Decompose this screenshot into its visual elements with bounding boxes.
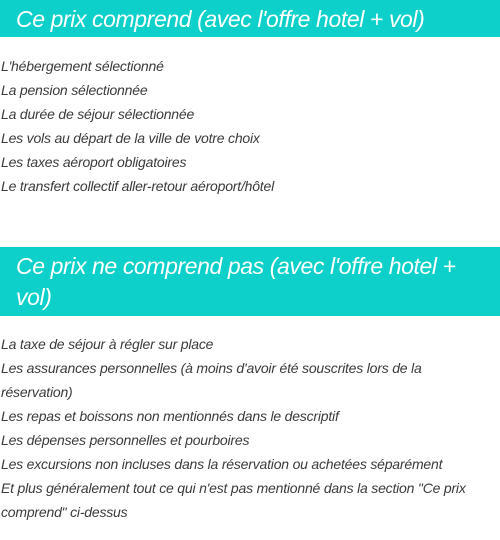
list-item: Les dépenses personnelles et pourboires [1, 432, 250, 448]
list-item: Et plus généralement tout ce qui n'est pas mentionné dans la section "Ce prix comprend" ci-dessus [1, 480, 466, 520]
price-includes-list [0, 54, 500, 198]
list-item: Les excursions non incluses dans la réservation ou achetées séparément [1, 456, 443, 472]
list-item: Les taxes aéroport obligatoires [1, 154, 187, 170]
list-item: Le transfert collectif aller-retour aéroport/hôtel [1, 178, 274, 194]
price-excludes-list [0, 332, 500, 524]
list-item: L'hébergement sélectionné [1, 58, 164, 74]
price-excludes-heading: Ce prix ne comprend pas (avec l'offre hotel + vol) [0, 247, 500, 316]
price-includes-heading: Ce prix comprend (avec l'offre hotel + vol) [0, 0, 500, 37]
price-excludes-section [0, 247, 500, 524]
list-item: Les vols au départ de la ville de votre choix [1, 130, 260, 146]
list-item: Les assurances personnelles (à moins d'avoir été souscrites lors de la réservation) [1, 360, 422, 400]
list-item: Les repas et boissons non mentionnés dans le descriptif [1, 408, 339, 424]
list-item: La durée de séjour sélectionnée [1, 106, 195, 122]
list-item: La taxe de séjour à régler sur place [1, 336, 214, 352]
price-includes-section [0, 0, 500, 198]
list-item: La pension sélectionnée [1, 82, 148, 98]
